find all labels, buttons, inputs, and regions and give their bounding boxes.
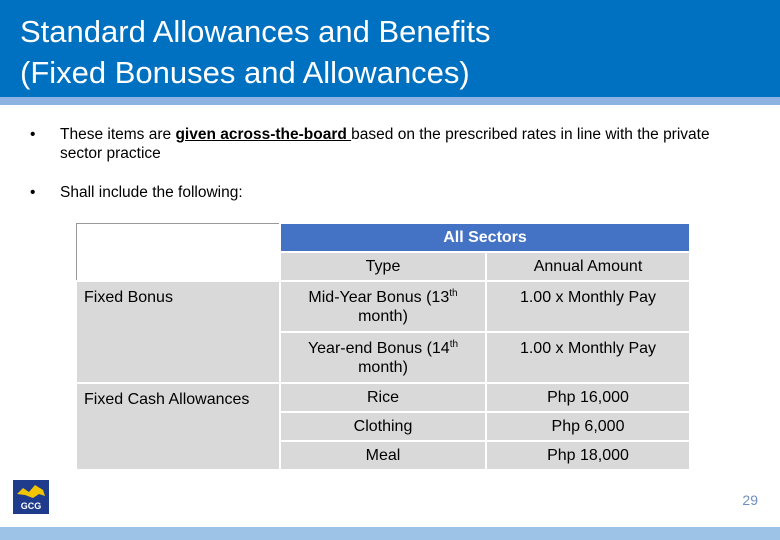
- type-cell: [280, 281, 486, 332]
- table-row: [76, 281, 690, 332]
- type-cell: [280, 332, 486, 383]
- bullet-emphasis: given across-the-board: [175, 126, 352, 143]
- amount-cell: Php 18,000: [486, 441, 690, 470]
- bullet-text-before: These items are: [60, 126, 176, 143]
- amount-cell: 1.00 x Monthly Pay: [486, 281, 690, 332]
- all-sectors-header: All Sectors: [280, 223, 690, 252]
- type-text-tail: month): [358, 307, 408, 325]
- bullet-text-1: [60, 125, 720, 163]
- type-column-header: Type: [280, 252, 486, 281]
- slide-title-line-1: Standard Allowances and Benefits: [20, 14, 491, 49]
- title-bar: [0, 0, 780, 97]
- type-cell: Clothing: [280, 412, 486, 441]
- table-row: [76, 383, 690, 412]
- bullet-text-2: Shall include the following:: [60, 184, 243, 201]
- allowances-table: [75, 222, 691, 471]
- bullet-dot: •: [30, 184, 36, 201]
- gcg-logo: [13, 480, 49, 514]
- svg-text:GCG: GCG: [20, 501, 42, 511]
- accent-bar: [0, 97, 780, 105]
- ordinal-suffix: th: [449, 338, 459, 350]
- page-number: 29: [742, 492, 758, 508]
- bullet-text-after: based on the prescribed rates in line with the private sector practice: [60, 126, 710, 162]
- ordinal-suffix: th: [449, 287, 458, 299]
- amount-cell: Php 6,000: [486, 412, 690, 441]
- amount-cell: Php 16,000: [486, 383, 690, 412]
- fixed-bonus-label: Fixed Bonus: [76, 281, 280, 383]
- footer-bar: [0, 527, 780, 540]
- type-text-tail: month): [358, 358, 408, 376]
- amount-cell: 1.00 x Monthly Pay: [486, 332, 690, 383]
- type-text: Year-end Bonus (14: [307, 339, 450, 357]
- fixed-cash-allowances-label: Fixed Cash Allowances: [76, 383, 280, 470]
- type-text: Mid-Year Bonus (13: [308, 288, 450, 306]
- type-cell: Meal: [280, 441, 486, 470]
- amount-column-header: Annual Amount: [486, 252, 690, 281]
- slide-title-line-2: (Fixed Bonuses and Allowances): [20, 55, 470, 90]
- type-cell: Rice: [280, 383, 486, 412]
- bullet-dot: •: [30, 126, 36, 143]
- table-corner-cell: [76, 223, 280, 281]
